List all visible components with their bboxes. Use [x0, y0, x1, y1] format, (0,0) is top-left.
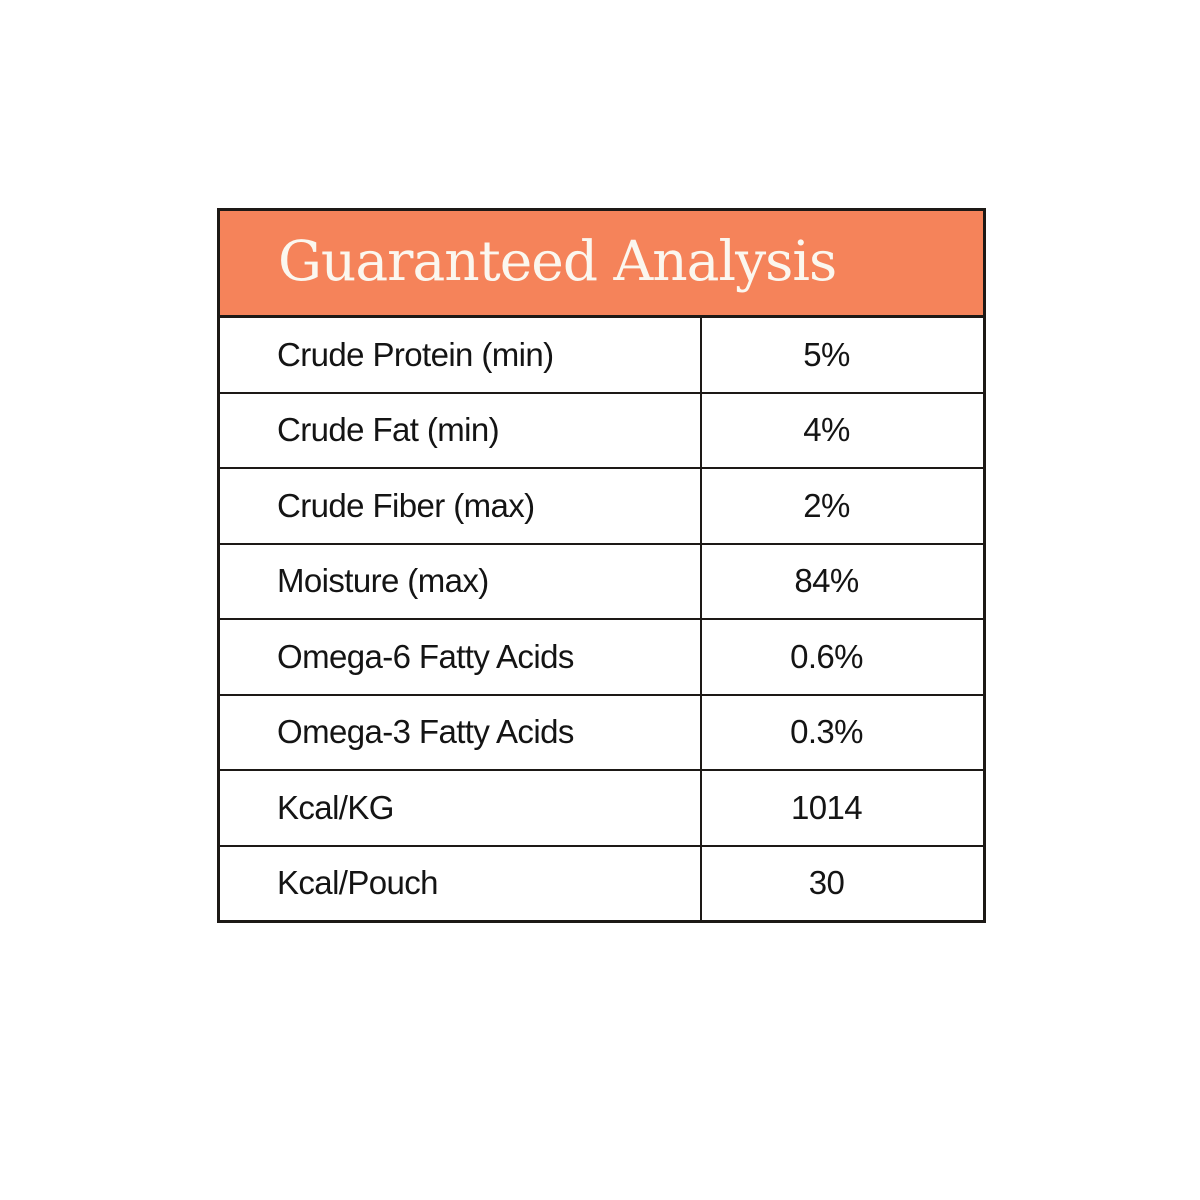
row-value: 0.3% [790, 713, 863, 751]
row-label: Kcal/Pouch [220, 847, 702, 921]
table-row [220, 845, 983, 921]
row-label: Crude Fat (min) [220, 394, 702, 468]
guaranteed-analysis-table [217, 208, 986, 923]
row-label: Omega-3 Fatty Acids [220, 696, 702, 770]
table-row [220, 694, 983, 770]
row-value: 0.6% [790, 637, 863, 675]
table-row [220, 769, 983, 845]
table-row [220, 467, 983, 543]
table-body [220, 318, 983, 920]
row-label: Moisture (max) [220, 545, 702, 619]
row-value: 4% [803, 411, 850, 449]
row-label: Kcal/KG [220, 771, 702, 845]
row-value: 84% [794, 562, 859, 600]
row-value: 2% [803, 486, 850, 524]
row-label: Crude Fiber (max) [220, 469, 702, 543]
table-row [220, 618, 983, 694]
row-label: Crude Protein (min) [220, 318, 702, 392]
row-value: 1014 [790, 788, 862, 826]
table-row [220, 543, 983, 619]
row-value: 30 [808, 864, 845, 902]
table-title: Guaranteed Analysis [278, 229, 837, 293]
table-row [220, 318, 983, 392]
table-header-band [220, 211, 983, 318]
row-label: Omega-6 Fatty Acids [220, 620, 702, 694]
row-value: 5% [803, 335, 850, 373]
table-row [220, 392, 983, 468]
